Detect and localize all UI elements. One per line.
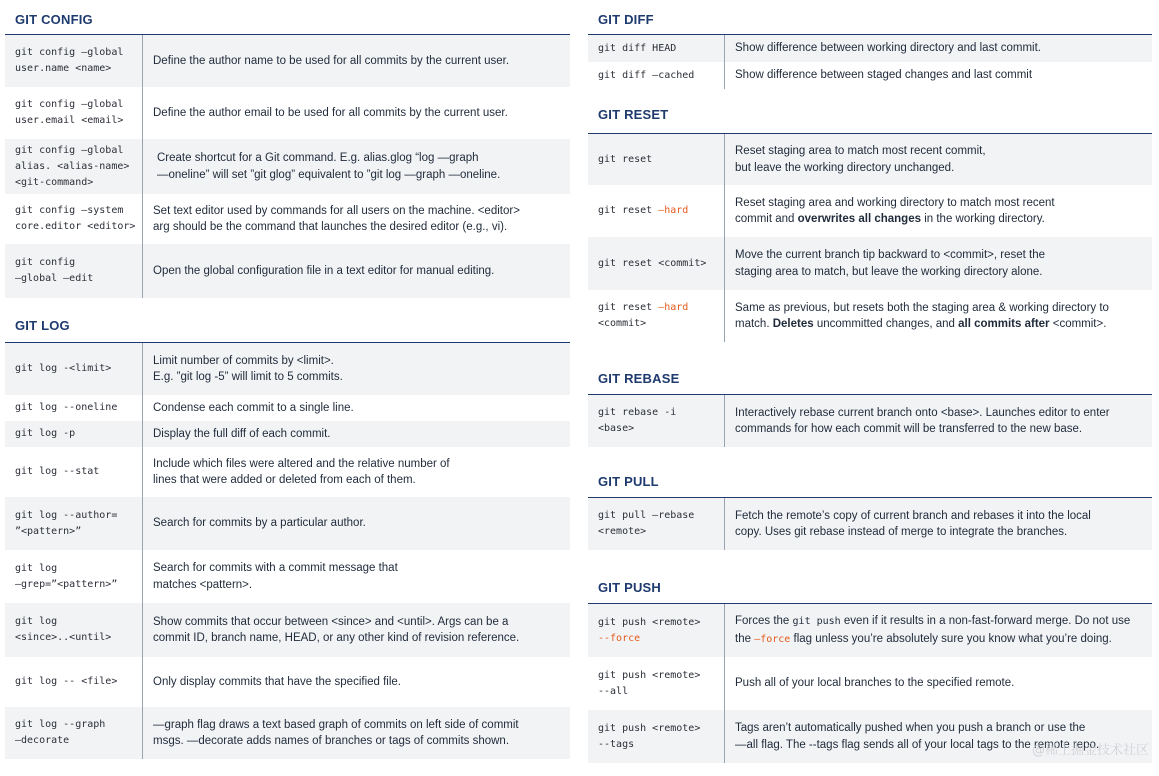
command-cell: git push <remote> --tags <box>588 710 725 763</box>
description-cell: Only display commits that have the specified file. <box>153 675 402 688</box>
description-cell: Define the author email to be used for all commits by the current user. <box>153 106 508 119</box>
description-cell: Search for commits with a commit message that matches <pattern>. <box>153 562 398 591</box>
section-git-log <box>5 298 570 759</box>
section-title: GIT RESET <box>598 107 669 122</box>
table-row <box>5 497 570 550</box>
table-row <box>5 35 570 87</box>
description-cell: Define the author name to be used for all commits by the current user. <box>153 54 510 67</box>
command-cell: git log --oneline <box>5 395 143 421</box>
table-row <box>588 62 1152 89</box>
section-title: GIT PULL <box>598 474 659 489</box>
section-git-push <box>588 550 1152 763</box>
table-row <box>5 395 570 421</box>
command-cell: git log --author= ”<pattern>” <box>5 497 143 550</box>
description-cell: Interactively rebase current branch onto <base>. Launches editor to enter commands for how each commit will be transferred to the new base. <box>735 406 1110 435</box>
description-cell: Move the current branch tip backward to <commit>, reset the staging area to match, but leave the working directory alone. <box>735 249 1046 278</box>
force-flag: --force <box>598 632 641 644</box>
description-cell: Show commits that occur between <since> and <until>. Args can be a commit ID, branch name, HEAD, or any other kind of revision reference. <box>153 615 520 644</box>
section-git-pull <box>588 447 1152 550</box>
table-row <box>588 237 1152 290</box>
command-cell: git log --stat <box>5 447 143 497</box>
description-cell: Display the full diff of each commit. <box>153 427 331 440</box>
table-row <box>5 657 570 707</box>
description-cell: Search for commits by a particular author. <box>153 517 366 530</box>
description-cell: Push all of your local branches to the specified remote. <box>735 677 1015 690</box>
table-row <box>5 421 570 447</box>
command-cell: git log —grep=”<pattern>” <box>5 550 143 603</box>
description-cell: Reset staging area and working directory to match most recent commit and overwrites all changes in the working directory. <box>735 196 1055 225</box>
description-cell: —graph flag draws a text based graph of commits on left side of commit msgs. —decorate adds names of branches or tags of commits shown. <box>153 718 519 747</box>
description-cell: Open the global configuration file in a text editor for manual editing. <box>153 264 495 277</box>
section-title: GIT LOG <box>15 318 70 333</box>
description-cell: Show difference between working directory and last commit. <box>735 42 1041 55</box>
command-cell: git pull —rebase <remote> <box>588 498 725 550</box>
section-git-reset <box>588 89 1152 342</box>
left-column <box>5 0 570 759</box>
table-row <box>5 603 570 657</box>
watermark: @稀土掘金技术社区 <box>1031 743 1149 758</box>
table-row <box>5 139 570 194</box>
description-cell: Include which files were altered and the relative number of lines that were added or deleted from each of them. <box>153 457 450 486</box>
table-row <box>588 395 1152 447</box>
section-git-rebase <box>588 342 1152 447</box>
table-row <box>588 604 1152 657</box>
description-cell: Fetch the remote’s copy of current branch and rebases it into the local copy. Uses git rebase instead of merge to integrate the branches. <box>735 509 1091 538</box>
command-cell: git config —global user.name <name> <box>5 35 143 87</box>
table-row <box>5 343 570 395</box>
command-cell: git push <remote> --all <box>588 657 725 710</box>
command-cell: git reset <box>588 134 725 185</box>
table-row <box>588 185 1152 237</box>
right-column <box>588 0 1152 763</box>
table-row <box>5 244 570 298</box>
description-cell: Set text editor used by commands for all users on the machine. <editor> arg should be the command that launches the desired editor (e.g., vi). <box>153 204 520 233</box>
command-cell: git config —global alias. <alias-name> <git-command> <box>5 139 143 194</box>
command-cell: git rebase -i <base> <box>588 395 725 447</box>
section-title: GIT DIFF <box>598 12 654 27</box>
section-git-diff <box>588 0 1152 89</box>
table-row <box>588 134 1152 185</box>
table-row <box>5 87 570 139</box>
command-cell: git log -- <file> <box>5 657 143 707</box>
description-cell: Same as previous, but resets both the staging area & working directory to match. Deletes uncommitted changes, and all commits after <commit>. <box>735 301 1109 330</box>
table-row <box>588 498 1152 550</box>
description-cell: Reset staging area to match most recent commit, but leave the working directory unchanged. <box>735 145 986 174</box>
table-row <box>588 657 1152 710</box>
command-cell: git log -<limit> <box>5 343 143 395</box>
section-title: GIT PUSH <box>598 580 661 595</box>
command-cell: git config —global user.email <email> <box>5 87 143 139</box>
description-cell: Condense each commit to a single line. <box>153 401 354 414</box>
table-row <box>5 550 570 603</box>
table-row <box>5 194 570 244</box>
command-cell: git log <since>..<until> <box>5 603 143 657</box>
description-cell: Limit number of commits by <limit>. E.g. ”git log -5” will limit to 5 commits. <box>153 354 343 383</box>
hard-flag: —hard <box>658 205 689 216</box>
command-cell: git diff —cached <box>588 62 725 89</box>
section-title: GIT REBASE <box>598 371 680 386</box>
description-cell: Show difference between staged changes and last commit <box>735 69 1033 82</box>
section-title: GIT CONFIG <box>15 12 93 27</box>
command-cell: git reset —hard <commit> <box>588 290 725 342</box>
table-row <box>5 707 570 759</box>
command-cell: git config —global —edit <box>5 244 143 298</box>
hard-flag: —hard <box>658 302 689 313</box>
command-cell: git diff HEAD <box>588 35 725 62</box>
command-cell: git push <remote> --force <box>588 604 725 657</box>
description-cell: Forces the git push even if it results in a non-fast-forward merge. Do not use the —force flag unless you’re absolutely sure you know what you’re doing. <box>735 615 1131 645</box>
command-cell: git log --graph —decorate <box>5 707 143 759</box>
table-row <box>5 447 570 497</box>
command-cell: git log -p <box>5 421 143 447</box>
table-row <box>588 35 1152 62</box>
table-row <box>588 290 1152 342</box>
command-cell: git reset <commit> <box>588 237 725 290</box>
section-git-config <box>5 0 570 298</box>
description-cell: Tags aren’t automatically pushed when you push a branch or use the —all flag. The --tags flag sends all of your local tags to the remote repo. <box>735 722 1100 751</box>
command-cell: git config —system core.editor <editor> <box>5 194 143 244</box>
description-cell: Create shortcut for a Git command. E.g. alias.glog “log —graph —oneline” will set ”git glog” equivalent to ”git log —graph —oneline. <box>157 152 501 181</box>
command-cell: git reset —hard <box>588 185 725 237</box>
